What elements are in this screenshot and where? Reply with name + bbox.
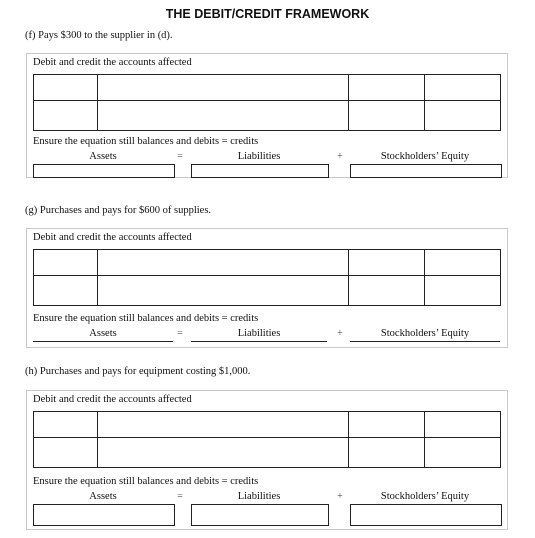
question-h: (h) Purchases and pays for equipment costing $1,000. xyxy=(25,366,251,377)
liabilities-header: Liabilities xyxy=(191,491,327,505)
equation-label: Ensure the equation still balances and debits = credits xyxy=(33,313,259,324)
equation-headers xyxy=(27,328,507,341)
equals-sign: = xyxy=(177,151,183,162)
plus-sign: + xyxy=(337,328,343,339)
plus-sign: + xyxy=(337,151,343,162)
section-g-box xyxy=(26,228,508,348)
section-f-box xyxy=(26,53,508,178)
section-h-box xyxy=(26,390,508,530)
assets-header: Assets xyxy=(33,328,173,342)
liabilities-header: Liabilities xyxy=(191,151,327,165)
liabilities-cell[interactable] xyxy=(191,504,329,526)
accounts-label: Debit and credit the accounts affected xyxy=(33,394,192,405)
assets-header: Assets xyxy=(33,491,173,505)
assets-cell[interactable] xyxy=(33,164,175,178)
liabilities-header: Liabilities xyxy=(191,328,327,342)
accounts-grid xyxy=(33,411,501,468)
question-g: (g) Purchases and pays for $600 of supplies. xyxy=(25,205,212,216)
page-title: THE DEBIT/CREDIT FRAMEWORK xyxy=(165,7,370,21)
equation-label: Ensure the equation still balances and debits = credits xyxy=(33,136,259,147)
question-f: (f) Pays $300 to the supplier in (d). xyxy=(25,30,173,41)
equity-header: Stockholders’ Equity xyxy=(350,151,500,165)
equity-cell[interactable] xyxy=(350,164,502,178)
equals-sign: = xyxy=(177,491,183,502)
assets-header: Assets xyxy=(33,151,173,165)
equity-cell[interactable] xyxy=(350,504,502,526)
equals-sign: = xyxy=(177,328,183,339)
accounts-label: Debit and credit the accounts affected xyxy=(33,57,192,68)
equity-header: Stockholders’ Equity xyxy=(350,491,500,505)
equation-label: Ensure the equation still balances and debits = credits xyxy=(33,476,259,487)
equation-headers xyxy=(27,491,507,504)
accounts-grid xyxy=(33,249,501,306)
accounts-grid xyxy=(33,74,501,131)
equation-headers xyxy=(27,151,507,164)
accounts-label: Debit and credit the accounts affected xyxy=(33,232,192,243)
assets-cell[interactable] xyxy=(33,504,175,526)
equity-header: Stockholders’ Equity xyxy=(350,328,500,342)
plus-sign: + xyxy=(337,491,343,502)
liabilities-cell[interactable] xyxy=(191,164,329,178)
